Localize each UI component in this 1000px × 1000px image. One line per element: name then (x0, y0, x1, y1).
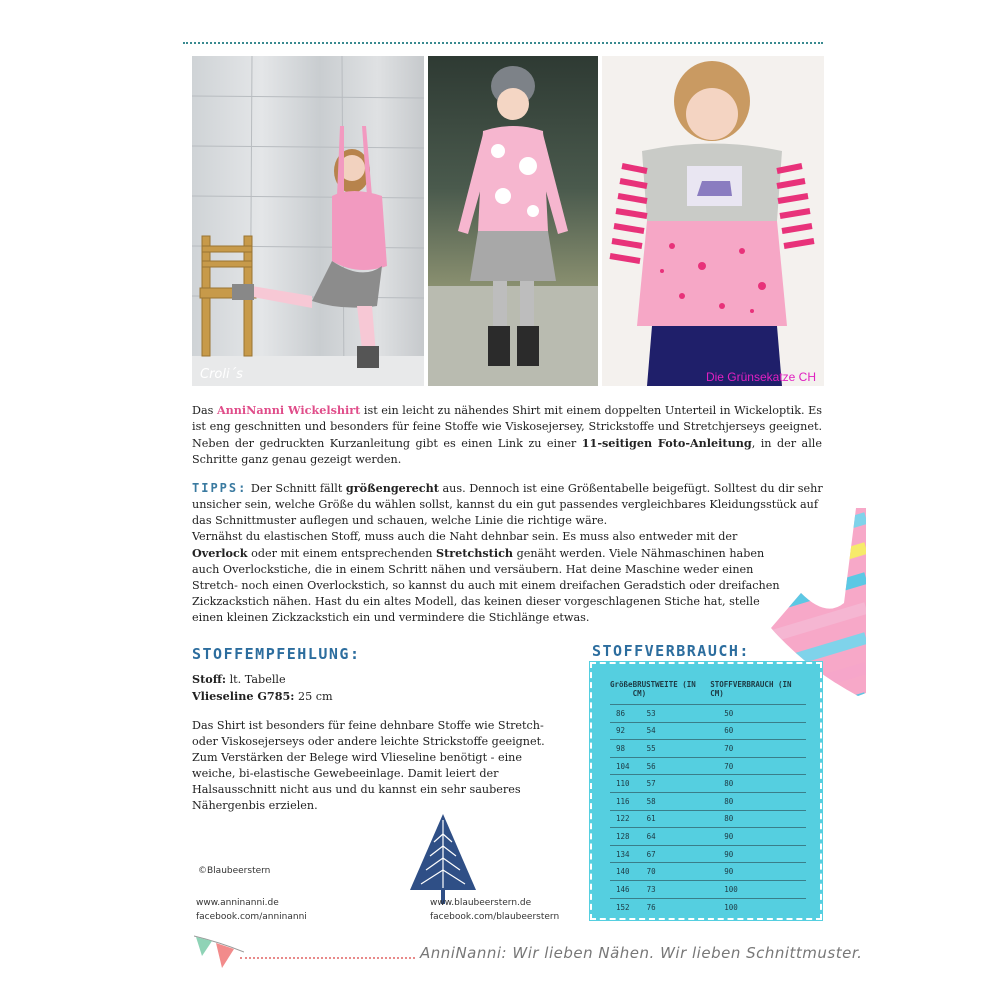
cell-brustweite: 56 (633, 757, 711, 775)
tips-text-2-rest: genäht werden. Viele Nähmaschinen haben auch Overlockstiche, die in einem Schritt nähen und versäubern. Hat deine Maschine weder einen Stretch- noch einen Overlockstich, so kannst du auch mit einem dreifachen Geradstich oder dreifachen Zickzackstich nähen. Hast du ein altes Modell, das keinen dieser vorgeschlagenen Stiche hat, stelle einen kleinen Zickzackstich ein und vermindere die Stichlänge etwas. (192, 547, 780, 624)
stoffverbrauch-title: STOFFVERBRAUCH: (592, 642, 750, 660)
table-row (610, 757, 806, 775)
cell-groesse: 98 (610, 740, 633, 758)
stoff-value: lt. Tabelle (226, 673, 286, 686)
cell-stoffverbrauch: 80 (710, 775, 806, 793)
tips-text-1: Der Schnitt fällt (247, 482, 346, 495)
table-row (610, 898, 806, 916)
vlieseline-label: Vlieseline G785: (192, 689, 295, 703)
cell-stoffverbrauch: 90 (710, 845, 806, 863)
cell-groesse: 152 (610, 898, 633, 916)
tips-paragraph-1 (192, 480, 824, 529)
intro-text-2: ist ein leicht zu nähendes Shirt mit einem doppelten Unterteil in Wickeloptik. Es ist eng geschnitten und besonders für feine Stoffe wie Viskosejersey, Strickstoffe und Stretchjerseys geeignet. Neben der gedruckten Kurzanleitung gibt es einen Link zu einer (192, 404, 822, 450)
blaubeerstern-links (430, 896, 559, 924)
table-row (610, 863, 806, 881)
photo-illustration-2 (428, 56, 598, 386)
cell-stoffverbrauch: 80 (710, 810, 806, 828)
table-row (610, 722, 806, 740)
anninanni-website-link[interactable]: www.anninanni.de (196, 898, 279, 908)
photo-illustration-1 (192, 56, 424, 386)
footer-slogan: AnniNanni: Wir lieben Nähen. Wir lieben Schnittmuster. (420, 944, 863, 962)
tips-section (192, 480, 824, 626)
cell-brustweite: 53 (633, 705, 711, 723)
stoffempfehlung-title: STOFFEMPFEHLUNG: (192, 645, 361, 663)
cell-stoffverbrauch: 90 (710, 828, 806, 846)
cell-groesse: 134 (610, 845, 633, 863)
tips-text-2: Vernähst du elastischen Stoff, muss auch die Naht dehnbar sein. Es muss also entweder mit der (192, 530, 738, 543)
anninanni-facebook-link[interactable]: facebook.com/anninanni (196, 912, 307, 922)
tips-text-1-rest: aus. Dennoch ist eine Größentabelle beigefügt. Solltest du dir sehr unsicher sein, welche Größe du wählen sollst, kannst du ein gut passendes vergleichbares Kleidungsstück auf das Schnittmuster auflegen und schauen, welche Linie die richtige wäre. (192, 482, 823, 527)
cell-brustweite: 64 (633, 828, 711, 846)
cell-stoffverbrauch: 70 (710, 740, 806, 758)
cell-brustweite: 61 (633, 810, 711, 828)
intro-bold-tutorial: 11-seitigen Foto-Anleitung (581, 436, 752, 450)
cell-groesse: 110 (610, 775, 633, 793)
tips-bold-stretchstich: Stretchstich (436, 546, 514, 560)
cell-stoffverbrauch: 80 (710, 792, 806, 810)
table-row (610, 775, 806, 793)
tips-paragraph-2 (192, 529, 792, 626)
table-row (610, 705, 806, 723)
blaubeerstern-website-link[interactable]: www.blaubeerstern.de (430, 898, 532, 908)
table-body (610, 705, 806, 916)
vlieseline-line (192, 688, 333, 705)
header-brustweite: BRUSTWEITE (IN CM) (632, 680, 696, 698)
table-row (610, 792, 806, 810)
cell-stoffverbrauch: 60 (710, 722, 806, 740)
top-dotted-divider (183, 42, 823, 44)
cell-groesse: 146 (610, 880, 633, 898)
table-row (610, 810, 806, 828)
header-stoffverbrauch: STOFFVERBRAUCH (IN CM) (710, 680, 792, 698)
stoff-description: Das Shirt ist besonders für feine dehnbare Stoffe wie Stretch- oder Viskosejerseys oder andere leichte Strickstoffe geeignet. Zum Verstärken der Belege wird Vlieseline benötigt - eine weiche, bi-elastische Gewebeeinlage. Damit leiert der Halsausschnitt nicht aus und du kannst ein sehr sauberes Nähergenbis erzielen. (192, 719, 545, 812)
cell-stoffverbrauch: 50 (710, 705, 806, 723)
cell-groesse: 86 (610, 705, 633, 723)
tips-bold-overlock: Overlock (192, 546, 248, 560)
photo-girl-unicorn-shirt (602, 56, 824, 386)
intro-brand-name: AnniNanni Wickelshirt (216, 403, 361, 417)
stoff-details (192, 671, 333, 705)
table-row (610, 845, 806, 863)
cell-stoffverbrauch: 100 (710, 898, 806, 916)
bunting-flags-icon (194, 934, 244, 974)
cell-groesse: 104 (610, 757, 633, 775)
cell-groesse: 122 (610, 810, 633, 828)
vlieseline-value: 25 cm (294, 690, 333, 703)
cell-groesse: 116 (610, 792, 633, 810)
cell-groesse: 92 (610, 722, 633, 740)
anninanni-links (196, 896, 307, 924)
cell-groesse: 140 (610, 863, 633, 881)
cell-brustweite: 67 (633, 845, 711, 863)
cell-stoffverbrauch: 70 (710, 757, 806, 775)
cell-stoffverbrauch: 100 (710, 880, 806, 898)
bunting-decoration (194, 934, 244, 978)
photo-girl-beanie (428, 56, 598, 386)
table-row (610, 740, 806, 758)
cell-stoffverbrauch: 90 (710, 863, 806, 881)
intro-text-3: , in der alle Schritte ganz genau gezeigt werden. (192, 437, 822, 466)
cell-brustweite: 58 (633, 792, 711, 810)
copyright-notice: ©Blaubeerstern (198, 866, 271, 876)
cell-brustweite: 76 (633, 898, 711, 916)
cell-groesse: 128 (610, 828, 633, 846)
table-row (610, 880, 806, 898)
photo-credit-gruensekatze: Die Grünsekatze CH (705, 370, 816, 384)
cell-brustweite: 57 (633, 775, 711, 793)
table-header-row (610, 680, 806, 705)
tips-heading: TIPPS: (192, 481, 248, 495)
tips-text-2-mid: oder mit einem entsprechenden (247, 547, 436, 560)
intro-paragraph (192, 402, 822, 468)
cell-brustweite: 54 (633, 722, 711, 740)
intro-text-1: Das (192, 404, 217, 417)
tree-logo-icon (408, 812, 478, 907)
cell-brustweite: 70 (633, 863, 711, 881)
stoff-label: Stoff: (192, 672, 227, 686)
cell-brustweite: 55 (633, 740, 711, 758)
bottom-dotted-divider (240, 957, 415, 959)
stoffverbrauch-table (610, 680, 806, 916)
photo-girl-ballet-pose (192, 56, 424, 386)
stoff-line (192, 671, 333, 688)
table-row (610, 828, 806, 846)
tips-bold-size: größengerecht (345, 481, 439, 495)
photo-credit-croli: Croli´s (200, 367, 243, 382)
cell-brustweite: 73 (633, 880, 711, 898)
photo-illustration-3 (602, 56, 824, 386)
stoffverbrauch-table-box (590, 662, 822, 920)
blaubeerstern-facebook-link[interactable]: facebook.com/blaubeerstern (430, 912, 560, 922)
header-groesse: Größe (610, 680, 633, 689)
